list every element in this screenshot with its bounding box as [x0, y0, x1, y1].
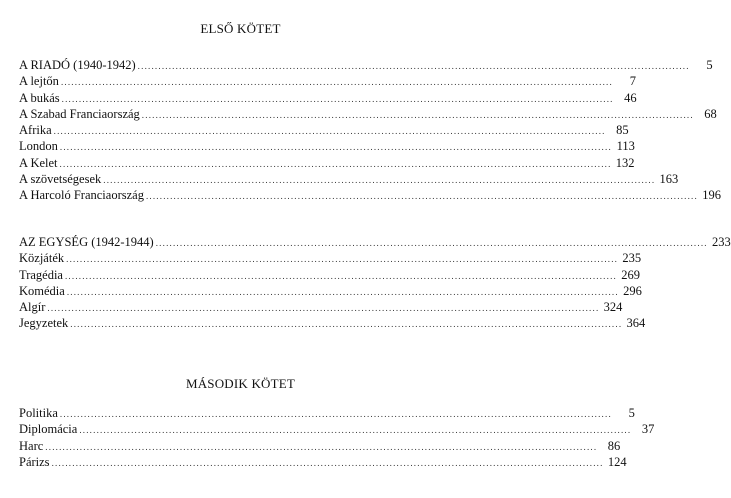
toc-entry: [19, 138, 635, 154]
toc-entry: [19, 155, 635, 171]
toc-entry-title: Diplomácia: [19, 422, 78, 437]
toc-leader-dots: ................................................................................................................................................................: [47, 303, 600, 314]
toc-entry-page: 37: [641, 422, 655, 437]
toc-entry-page: 85: [616, 123, 629, 138]
volume-one-part-one-list: [19, 57, 721, 204]
toc-entry: [19, 187, 721, 203]
volume-one-heading: ELSŐ KÖTET: [200, 21, 281, 36]
toc-leader-dots: ................................................................................................................................................................: [141, 109, 694, 120]
toc-entry-title: Közjáték: [19, 251, 65, 266]
toc-leader-dots: ................................................................................................................................................................: [59, 142, 612, 153]
toc-entry: [19, 122, 629, 138]
toc-entry-page: 7: [629, 74, 636, 89]
toc-entry: [19, 299, 623, 315]
toc-entry: [19, 438, 621, 454]
toc-leader-dots: ................................................................................................................................................................: [137, 61, 690, 71]
toc-leader-dots: ................................................................................................................................................................: [103, 175, 656, 186]
toc-entry: [19, 171, 679, 187]
toc-leader-dots: ................................................................................................................................................................: [70, 319, 623, 330]
toc-entry: [19, 234, 731, 250]
toc-entry-title: Komédia: [19, 283, 65, 298]
toc-entry-page: 113: [616, 139, 635, 154]
toc-entry-title: AZ EGYSÉG (1942-1944): [19, 235, 154, 249]
toc-entry-page: 235: [622, 251, 642, 266]
toc-leader-dots: ................................................................................................................................................................: [64, 270, 617, 281]
toc-entry-title: A bukás: [19, 90, 60, 105]
toc-entry: [19, 405, 635, 421]
toc-entry-page: 5: [628, 406, 635, 420]
toc-entry-title: Afrika: [19, 123, 52, 138]
toc-leader-dots: ................................................................................................................................................................: [53, 126, 606, 137]
toc-entry-title: A Harcoló Franciaország: [19, 188, 144, 203]
toc-entry-page: 269: [621, 267, 640, 282]
toc-entry: [19, 454, 627, 470]
toc-entry-page: 124: [607, 454, 627, 469]
toc-entry: [19, 250, 642, 266]
toc-leader-dots: ................................................................................................................................................................: [155, 238, 708, 248]
toc-leader-dots: ................................................................................................................................................................: [79, 425, 632, 436]
toc-entry-title: A lejtőn: [19, 74, 59, 89]
toc-entry-page: 86: [607, 438, 621, 453]
toc-leader-dots: ................................................................................................................................................................: [45, 441, 598, 452]
volume-two-part-one-list: [19, 405, 655, 470]
toc-entry-page: 296: [623, 283, 642, 298]
toc-leader-dots: ................................................................................................................................................................: [66, 254, 619, 265]
toc-entry: [19, 73, 636, 89]
toc-entry: [19, 90, 637, 106]
volume-one-part-two-list: [19, 234, 731, 332]
toc-entry: [19, 106, 717, 122]
toc-leader-dots: ................................................................................................................................................................: [61, 93, 614, 104]
toc-leader-dots: ................................................................................................................................................................: [59, 409, 612, 419]
toc-entry-page: 163: [659, 172, 679, 187]
toc-entry-title: London: [19, 139, 58, 154]
toc-entry-title: Algír: [19, 300, 46, 315]
toc-leader-dots: ................................................................................................................................................................: [60, 77, 613, 88]
toc-entry-page: 5: [706, 58, 713, 72]
toc-entry-page: 364: [626, 316, 646, 331]
toc-leader-dots: ................................................................................................................................................................: [51, 457, 604, 468]
toc-entry: [19, 283, 642, 299]
toc-entry-title: A szövetségesek: [19, 172, 102, 187]
toc-entry-page: 324: [603, 300, 623, 315]
toc-entry-page: 196: [702, 188, 721, 203]
toc-entry-title: Párizs: [19, 454, 50, 469]
toc-entry: [19, 267, 640, 283]
toc-entry-title: Jegyzetek: [19, 316, 69, 331]
toc-entry: [19, 315, 646, 331]
toc-entry-page: 233: [711, 235, 731, 249]
toc-leader-dots: ................................................................................................................................................................: [59, 158, 612, 169]
toc-entry-page: 68: [704, 106, 717, 121]
toc-entry-title: A RIADÓ (1940-1942): [19, 58, 136, 72]
toc-entry-title: A Kelet: [19, 155, 58, 170]
volume-two-heading: MÁSODIK KÖTET: [185, 376, 296, 391]
toc-entry-title: Politika: [19, 406, 58, 420]
toc-leader-dots: ................................................................................................................................................................: [145, 191, 698, 202]
toc-entry-title: Harc: [19, 438, 44, 453]
toc-entry: [19, 57, 713, 73]
toc-entry-page: 46: [624, 90, 637, 105]
toc-entry-title: A Szabad Franciaország: [19, 106, 140, 121]
toc-entry-page: 132: [615, 155, 635, 170]
toc-entry-title: Tragédia: [19, 267, 63, 282]
toc-leader-dots: ................................................................................................................................................................: [66, 286, 619, 297]
toc-entry: [19, 421, 655, 437]
